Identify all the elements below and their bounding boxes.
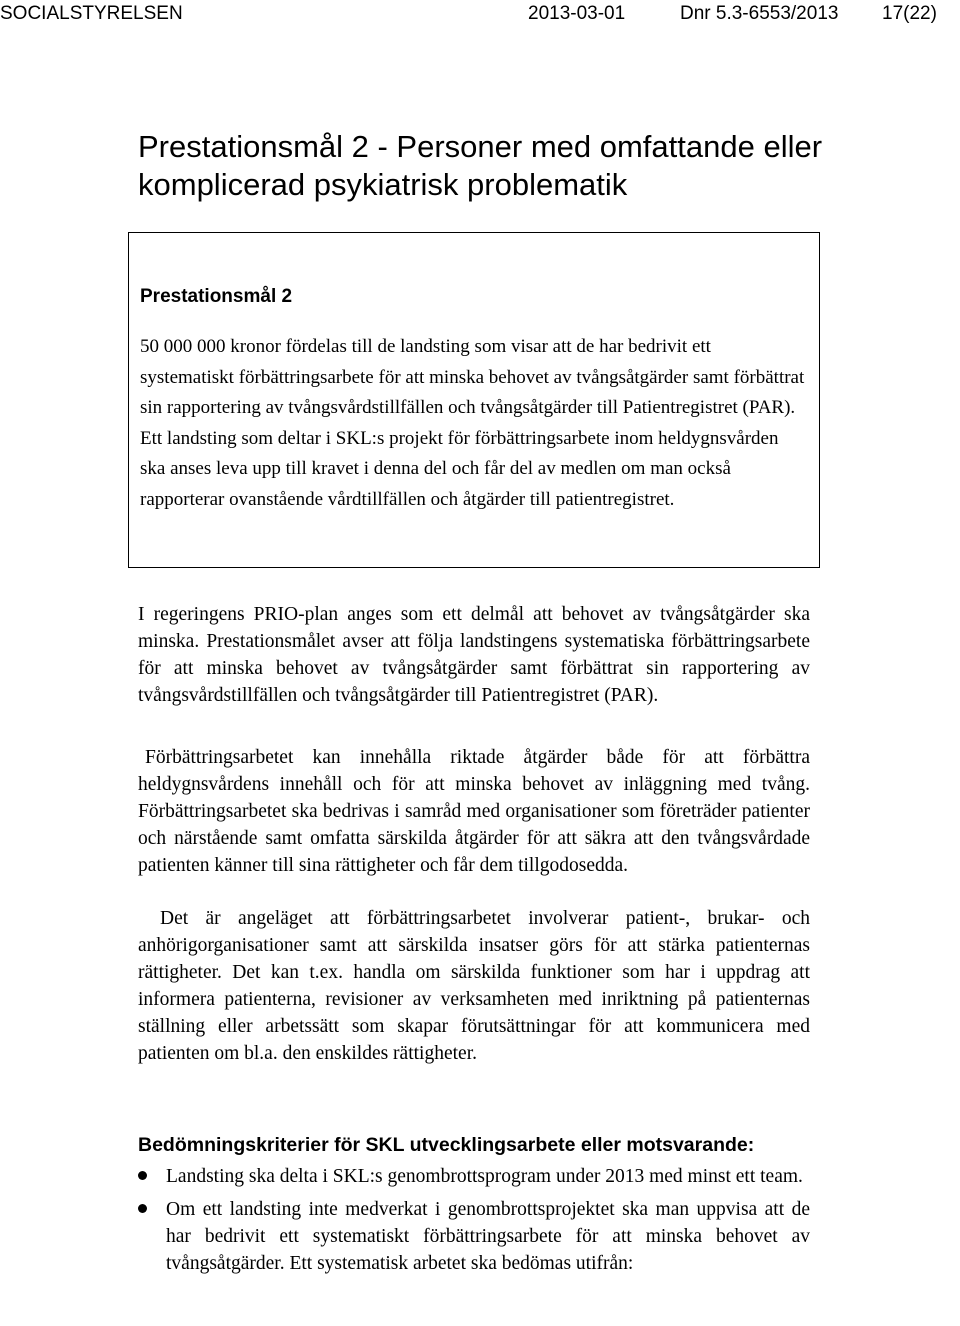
list-item — [138, 1196, 810, 1277]
organization-name: SOCIALSTYRELSEN — [0, 3, 183, 24]
bullet-icon — [138, 1171, 147, 1180]
page-title: Prestationsmål 2 - Personer med omfattande eller komplicerad psykiatrisk problematik — [138, 129, 823, 202]
goal-box — [128, 232, 820, 568]
goal-heading: Prestationsmål 2 — [140, 286, 293, 307]
bullet-icon — [138, 1204, 147, 1213]
page-header — [0, 0, 960, 28]
criteria-list — [138, 1163, 810, 1283]
paragraph-improvement-work: Förbättringsarbetet kan innehålla riktade åtgärder både för att förbättra heldygnsvårdens innehåll och för att minska behovet av inläggning med tvång. Förbättringsarbetet ska bedrivas i samråd med organisationer som företräder patienter och närstående samt omfatta särskilda åtgärder för att säkra att den tvångsvårdade patienten känner till sina rättigheter och får dem tillgodosedda. — [138, 747, 810, 876]
list-item-text: Landsting ska delta i SKL:s genombrottsprogram under 2013 med minst ett team. — [166, 1166, 803, 1187]
paragraph-prio-plan: I regeringens PRIO-plan anges som ett delmål att behovet av tvångsåtgärder ska minska. Prestationsmålet avser att följa landstingens systematiska förbättringsarbete för att minska behovet av tvångsåtgärder samt förbättrat sin rapportering av tvångsvårdstillfällen och tvångsåtgärder till Patientregistret (PAR). — [138, 604, 810, 706]
paragraph-patient-organizations: Det är angeläget att förbättringsarbetet involverar patient-, brukar- och anhörigorganisationer samt att särskilda insatser görs för att stärka patienternas rättigheter. Det kan t.ex. handla om särskilda funktioner som har i uppdrag att informera patienterna, revisioner av verksamheten med inriktning på patienternas ställning eller arbetssätt som skapar förutsättningar för att kommunicera med patienten om bl.a. den enskildes rättigheter. — [138, 908, 810, 1064]
goal-text: 50 000 000 kronor fördelas till de landsting som visar att de har bedrivit ett systematiskt förbättringsarbete för att minska behovet av tvångsåtgärder samt förbättrat sin rapportering av tvångsvårdstillfällen och tvångsåtgärder till Patientregistret (PAR). Ett landsting som deltar i SKL:s projekt för förbättringsarbete inom heldygnsvården ska anses leva upp till kravet i denna del och får del av medlen om man också rapporterar ovanstående vårdtillfällen och åtgärder till patientregistret. — [140, 336, 805, 510]
document-number: Dnr 5.3-6553/2013 — [680, 3, 839, 24]
list-item-text: Om ett landsting inte medverkat i genombrottsprojektet ska man uppvisa att de har bedrivit ett systematiskt förbättringsarbete för att minska behovet av tvångsåtgärder. Ett systematisk arbetet ska bedömas utifrån: — [166, 1199, 810, 1274]
page-number: 17(22) — [882, 3, 937, 24]
list-item — [138, 1163, 810, 1190]
document-date: 2013-03-01 — [528, 3, 626, 24]
criteria-heading: Bedömningskriterier för SKL utvecklingsarbete eller motsvarande: — [138, 1134, 755, 1156]
